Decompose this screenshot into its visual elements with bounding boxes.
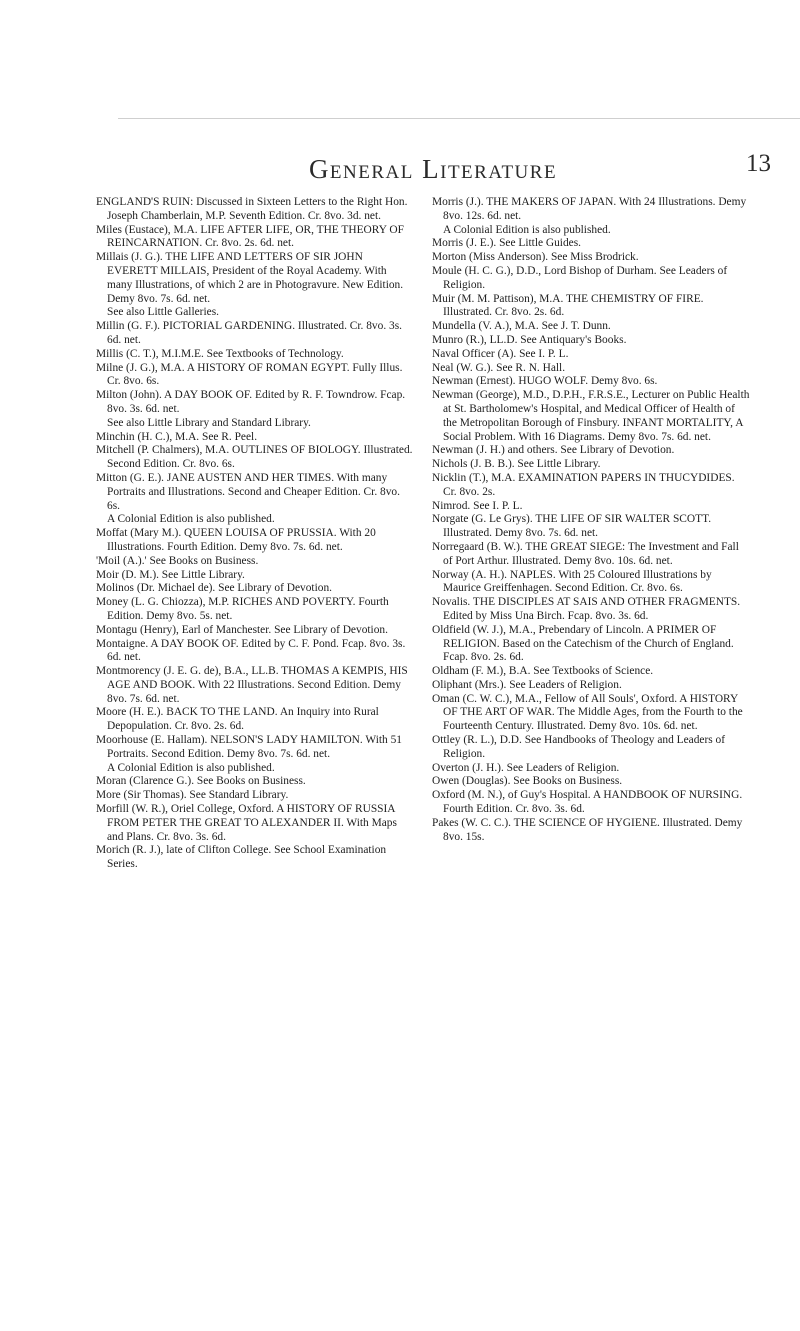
right-column	[432, 196, 750, 844]
index-entry: Nicklin (T.), M.A. EXAMINATION PAPERS IN THUCYDIDES. Cr. 8vo. 2s.	[432, 471, 735, 498]
index-entry: Naval Officer (A). See I. P. L.	[432, 347, 569, 360]
index-entry: Oldham (F. M.), B.A. See Textbooks of Science.	[432, 665, 654, 678]
index-entry: Muir (M. M. Pattison), M.A. THE CHEMISTRY OF FIRE. Illustrated. Cr. 8vo. 2s. 6d.	[432, 292, 704, 319]
index-entry: Oman (C. W. C.), M.A., Fellow of All Souls', Oxford. A HISTORY OF THE ART OF WAR. The Middle Ages, from the Fourth to the Fourteenth Century. Illustrated. Demy 8vo. 10s. 6d. net.	[432, 692, 743, 733]
index-entry: Milne (J. G.), M.A. A HISTORY OF ROMAN EGYPT. Fully Illus. Cr. 8vo. 6s.	[96, 361, 403, 388]
index-entry: More (Sir Thomas). See Standard Library.	[96, 789, 289, 802]
index-entry: A Colonial Edition is also published.	[443, 223, 611, 236]
left-column	[96, 196, 414, 872]
index-entry: 'Moil (A.).' See Books on Business.	[96, 554, 259, 567]
page-number: 13	[746, 150, 771, 177]
index-entry: Morton (Miss Anderson). See Miss Brodrick.	[432, 251, 639, 264]
index-entry: Oliphant (Mrs.). See Leaders of Religion.	[432, 678, 622, 691]
index-entry: ENGLAND'S RUIN: Discussed in Sixteen Letters to the Right Hon. Joseph Chamberlain, M.P. Seventh Edition. Cr. 8vo. 3d. net.	[96, 196, 408, 222]
index-entry: Norgate (G. Le Grys). THE LIFE OF SIR WALTER SCOTT. Illustrated. Demy 8vo. 7s. 6d. net.	[432, 513, 712, 540]
page-edge	[118, 118, 800, 119]
index-entry: Money (L. G. Chiozza), M.P. RICHES AND POVERTY. Fourth Edition. Demy 8vo. 5s. net.	[96, 596, 389, 622]
index-entry: Moir (D. M.). See Little Library.	[96, 568, 245, 581]
index-entry: Oldfield (W. J.), M.A., Prebendary of Lincoln. A PRIMER OF RELIGION. Based on the Catechism of the Church of England. Fcap. 8vo. 2s. 6d.	[432, 623, 734, 664]
running-title: General Literature	[308, 154, 558, 184]
index-entry: Mitton (G. E.). JANE AUSTEN AND HER TIMES. With many Portraits and Illustrations. Second and Cheaper Edition. Cr. 8vo. 6s.	[96, 471, 400, 512]
index-entry: Molinos (Dr. Michael de). See Library of Devotion.	[96, 582, 332, 595]
index-entry: Newman (George), M.D., D.P.H., F.R.S.E., Lecturer on Public Health at St. Bartholomew's Hospital, and Medical Officer of Health of the Metropolitan Borough of Finsbury. INFANT MORTALITY, A Social Problem. With 16 Diagrams. Demy 8vo. 7s. 6d. net.	[432, 389, 750, 443]
index-entry: Owen (Douglas). See Books on Business.	[432, 775, 623, 788]
index-entry: Munro (R.), LL.D. See Antiquary's Books.	[432, 333, 627, 346]
index-entry: Montaigne. A DAY BOOK OF. Edited by C. F. Pond. Fcap. 8vo. 3s. 6d. net.	[96, 637, 406, 664]
index-entry: Overton (J. H.). See Leaders of Religion.	[432, 761, 620, 774]
index-entry: Minchin (H. C.), M.A. See R. Peel.	[96, 430, 258, 443]
index-entry: Newman (Ernest). HUGO WOLF. Demy 8vo. 6s.	[432, 375, 658, 388]
index-entry: See also Little Library and Standard Library.	[107, 416, 311, 429]
index-entry: Morfill (W. R.), Oriel College, Oxford. A HISTORY OF RUSSIA FROM PETER THE GREAT TO ALEXANDER II. With Maps and Plans. Cr. 8vo. 3s. 6d.	[96, 803, 397, 843]
index-entry: Morris (J. E.). See Little Guides.	[432, 237, 582, 250]
index-entry: See also Little Galleries.	[107, 306, 219, 319]
index-entry: Millais (J. G.). THE LIFE AND LETTERS OF SIR JOHN EVERETT MILLAIS, President of the Royal Academy. With many Illustrations, of which 2 are in Photogravure. New Edition. Demy 8vo. 7s. 6d. net.	[96, 251, 404, 305]
index-entry: Mitchell (P. Chalmers), M.A. OUTLINES OF BIOLOGY. Illustrated. Second Edition. Cr. 8vo. 6s.	[96, 444, 413, 471]
index-entry: Milton (John). A DAY BOOK OF. Edited by R. F. Towndrow. Fcap. 8vo. 3s. 6d. net.	[96, 389, 406, 415]
index-entry: Millis (C. T.), M.I.M.E. See Textbooks of Technology.	[96, 347, 344, 360]
index-entry: Oxford (M. N.), of Guy's Hospital. A HANDBOOK OF NURSING. Fourth Edition. Cr. 8vo. 3s. 6d.	[432, 789, 743, 816]
index-entry: Neal (W. G.). See R. N. Hall.	[432, 361, 566, 374]
index-entry: Novalis. THE DISCIPLES AT SAIS AND OTHER FRAGMENTS. Edited by Miss Una Birch. Fcap. 8vo. 3s. 6d.	[432, 596, 741, 622]
index-entry: Morich (R. J.), late of Clifton College. See School Examination Series.	[96, 844, 387, 871]
index-entry: Moule (H. C. G.), D.D., Lord Bishop of Durham. See Leaders of Religion.	[432, 264, 728, 291]
index-entry: Nimrod. See I. P. L.	[432, 499, 523, 512]
index-entry: Moore (H. E.). BACK TO THE LAND. An Inquiry into Rural Depopulation. Cr. 8vo. 2s. 6d.	[96, 706, 379, 733]
index-entry: Millin (G. F.). PICTORIAL GARDENING. Illustrated. Cr. 8vo. 3s. 6d. net.	[96, 320, 402, 346]
index-entry: A Colonial Edition is also published.	[107, 513, 275, 526]
index-entry: Miles (Eustace), M.A. LIFE AFTER LIFE, OR, THE THEORY OF REINCARNATION. Cr. 8vo. 2s. 6d. net.	[96, 223, 404, 250]
index-entry: Morris (J.). THE MAKERS OF JAPAN. With 24 Illustrations. Demy 8vo. 12s. 6d. net.	[432, 196, 747, 222]
index-entry: Moran (Clarence G.). See Books on Business.	[96, 775, 306, 788]
index-entry: A Colonial Edition is also published.	[107, 761, 275, 774]
index-entry: Newman (J. H.) and others. See Library of Devotion.	[432, 444, 675, 457]
index-entry: Pakes (W. C. C.). THE SCIENCE OF HYGIENE. Illustrated. Demy 8vo. 15s.	[432, 816, 743, 843]
index-entry: Norway (A. H.). NAPLES. With 25 Coloured Illustrations by Maurice Greiffenhagen. Second Edition. Cr. 8vo. 6s.	[432, 568, 712, 595]
index-entry: Mundella (V. A.), M.A. See J. T. Dunn.	[432, 320, 611, 333]
index-entry: Nichols (J. B. B.). See Little Library.	[432, 458, 601, 471]
index-entry: Montmorency (J. E. G. de), B.A., LL.B. THOMAS A KEMPIS, HIS AGE AND BOOK. With 22 Illustrations. Second Edition. Demy 8vo. 7s. 6d. net.	[96, 665, 408, 705]
index-entry: Moffat (Mary M.). QUEEN LOUISA OF PRUSSIA. With 20 Illustrations. Fourth Edition. Demy 8vo. 7s. 6d. net.	[96, 527, 376, 553]
page-header	[0, 150, 800, 192]
index-entry: Moorhouse (E. Hallam). NELSON'S LADY HAMILTON. With 51 Portraits. Second Edition. Demy 8vo. 7s. 6d. net.	[96, 734, 402, 760]
index-entry: Ottley (R. L.), D.D. See Handbooks of Theology and Leaders of Religion.	[432, 734, 726, 760]
index-entry: Montagu (Henry), Earl of Manchester. See Library of Devotion.	[96, 623, 388, 636]
index-entry: Norregaard (B. W.). THE GREAT SIEGE: The Investment and Fall of Port Arthur. Illustrated. Demy 8vo. 10s. 6d. net.	[432, 540, 739, 567]
